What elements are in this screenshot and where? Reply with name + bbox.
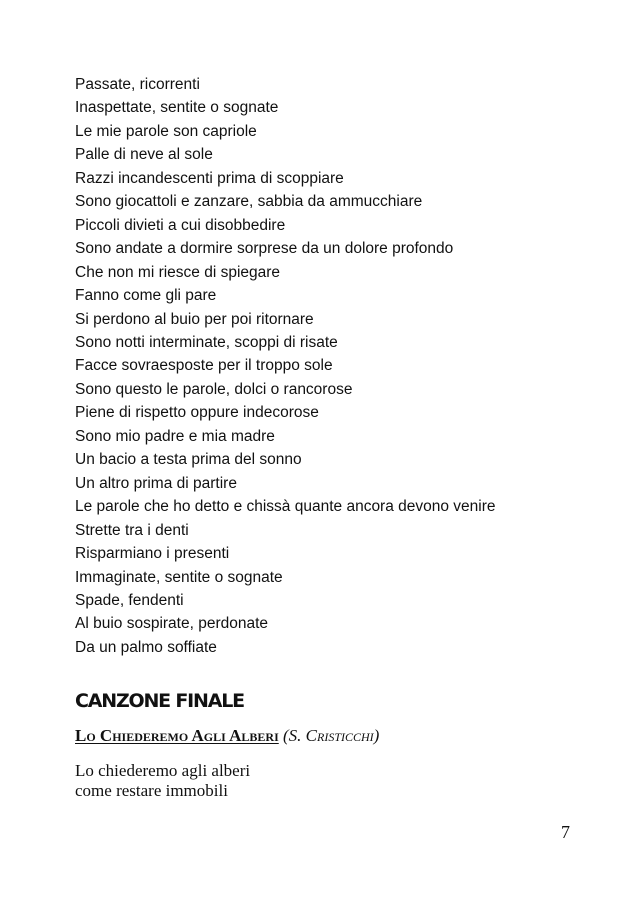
lyric-line: Un bacio a testa prima del sonno [75,451,302,469]
lyric-line: Passate, ricorrenti [75,76,200,93]
lyric-line: Un altro prima di partire [75,474,237,492]
lyric-line: Al buio sospirate, perdonate [75,615,269,633]
page-number: 7 [561,822,570,842]
lyric-line: Da un palmo soffiate [75,638,217,656]
lyric-line: Strette tra i denti [75,521,189,539]
song-title: Lo Chiederemo Agli Alberi [75,726,279,745]
lyric-line: Sono andate a dormire sorprese da un dolore profondo [75,240,454,258]
lyric-line: Sono mio padre e mia madre [75,427,275,445]
lyric-line: Sono giocattoli e zanzare, sabbia da ammucchiare [75,193,423,211]
song-lyric-line: come restare immobili [75,781,228,800]
lyric-line: Razzi incandescenti prima di scoppiare [75,169,344,187]
lyric-line: Inaspettate, sentite o sognate [75,99,279,117]
lyric-line: Sono notti interminate, scoppi di risate [75,333,338,351]
lyric-line: Piccoli divieti a cui disobbedire [75,216,286,234]
lyric-line: Facce sovraesposte per il troppo sole [75,357,333,375]
section-heading: CANZONE FINALE [75,690,244,712]
lyric-line: Sono questo le parole, dolci o rancorose [75,380,353,398]
lyric-line: Piene di rispetto oppure indecorose [75,404,319,422]
lyric-line: Risparmiano i presenti [75,545,230,563]
lyric-line: Le parole che ho detto e chissà quante ancora devono venire [75,498,496,516]
song-lyrics [75,761,250,801]
lyric-line: Le mie parole son capriole [75,122,257,140]
song-lyric-line: Lo chiederemo agli alberi [75,761,251,780]
lyric-line: Spade, fendenti [75,591,184,609]
lyric-line: Che non mi riesce di spiegare [75,263,281,281]
lyrics-block [75,73,496,659]
lyric-line: Fanno come gli pare [75,287,217,305]
song-author: (S. Cristicchi) [283,726,380,745]
lyric-line: Si perdono al buio per poi ritornare [75,310,314,328]
song-title-line [75,726,379,746]
lyric-line: Immaginate, sentite o sognate [75,568,283,586]
lyric-line: Palle di neve al sole [75,146,213,164]
